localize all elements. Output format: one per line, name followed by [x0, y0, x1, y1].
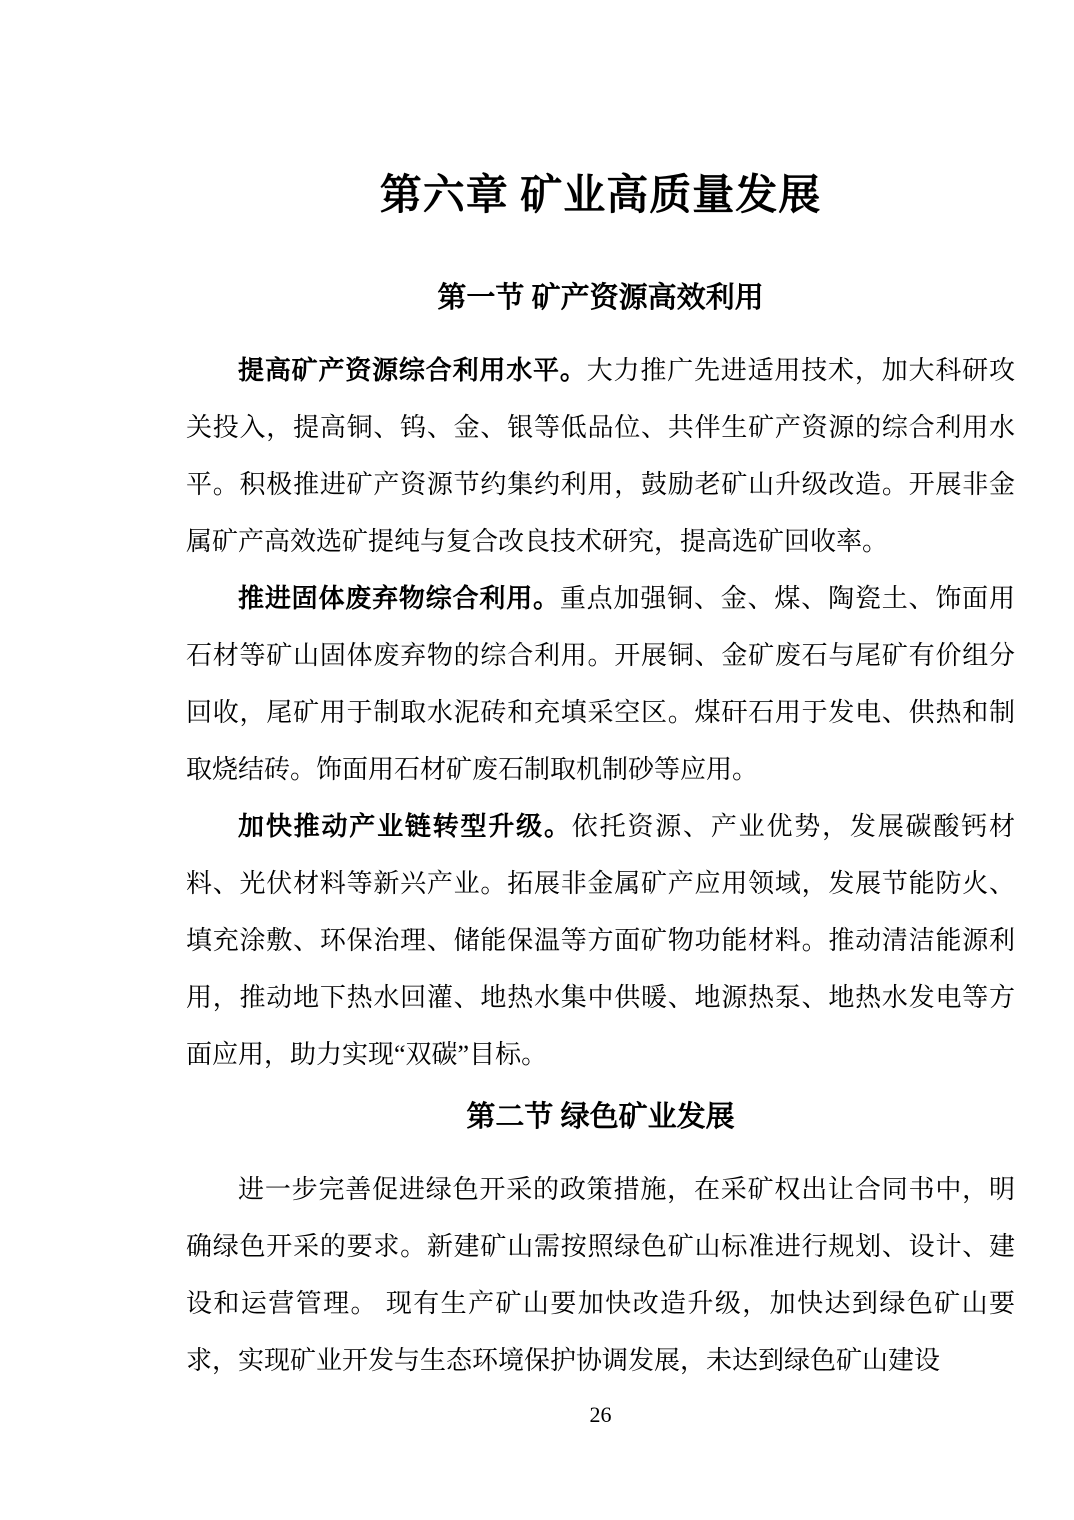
section-1-title: 第一节 矿产资源高效利用	[437, 282, 764, 314]
paragraph-2-text: 重点加强铜、金、煤、陶瓷土、饰面用石材等矿山固体废弃物的综合利用。开展铜、金矿废石与尾矿有价组分回收，尾矿用于制取水泥砖和充填采空区。煤矸石用于发电、供热和制取烧结砖。饰面用石材矿废石制取机制砂等应用。	[186, 584, 1015, 784]
paragraph-3-text: 依托资源、产业优势，发展碳酸钙材料、光伏材料等新兴产业。拓展非金属矿产应用领域，发展节能防火、填充涂敷、环保治理、储能保温等方面矿物功能材料。推动清洁能源利用，推动地下热水回灌、地热水集中供暖、地源热泵、地热水发电等方面应用，助力实现“双碳”目标。	[186, 812, 1015, 1069]
paragraph-1-lead: 提高矿产资源综合利用水平。	[238, 356, 587, 385]
paragraph-2-lead: 推进固体废弃物综合利用。	[238, 584, 560, 613]
paragraph-3-lead: 加快推动产业链转型升级。	[238, 812, 572, 841]
chapter-title: 第六章 矿业高质量发展	[379, 173, 822, 219]
paragraph-3	[186, 798, 1015, 1083]
paragraph-4-text: 进一步完善促进绿色开采的政策措施，在采矿权出让合同书中，明确绿色开采的要求。新建矿山需按照绿色矿山标准进行规划、设计、建设和运营管理。 现有生产矿山要加快改造升级，加快达到绿色矿山要求，实现矿业开发与生态环境保护协调发展，未达到绿色矿山建设	[186, 1175, 1015, 1375]
section-2-title: 第二节 绿色矿业发展	[466, 1101, 735, 1133]
paragraph-1-text: 大力推广先进适用技术，加大科研攻关投入，提高铜、钨、金、银等低品位、共伴生矿产资源的综合利用水平。积极推进矿产资源节约集约利用，鼓励老矿山升级改造。开展非金属矿产高效选矿提纯与复合改良技术研究，提高选矿回收率。	[186, 356, 1015, 556]
paragraph-2	[186, 570, 1015, 798]
paragraph-4	[186, 1161, 1015, 1389]
page-number: 26	[589, 1402, 612, 1427]
paragraph-1	[186, 342, 1015, 570]
